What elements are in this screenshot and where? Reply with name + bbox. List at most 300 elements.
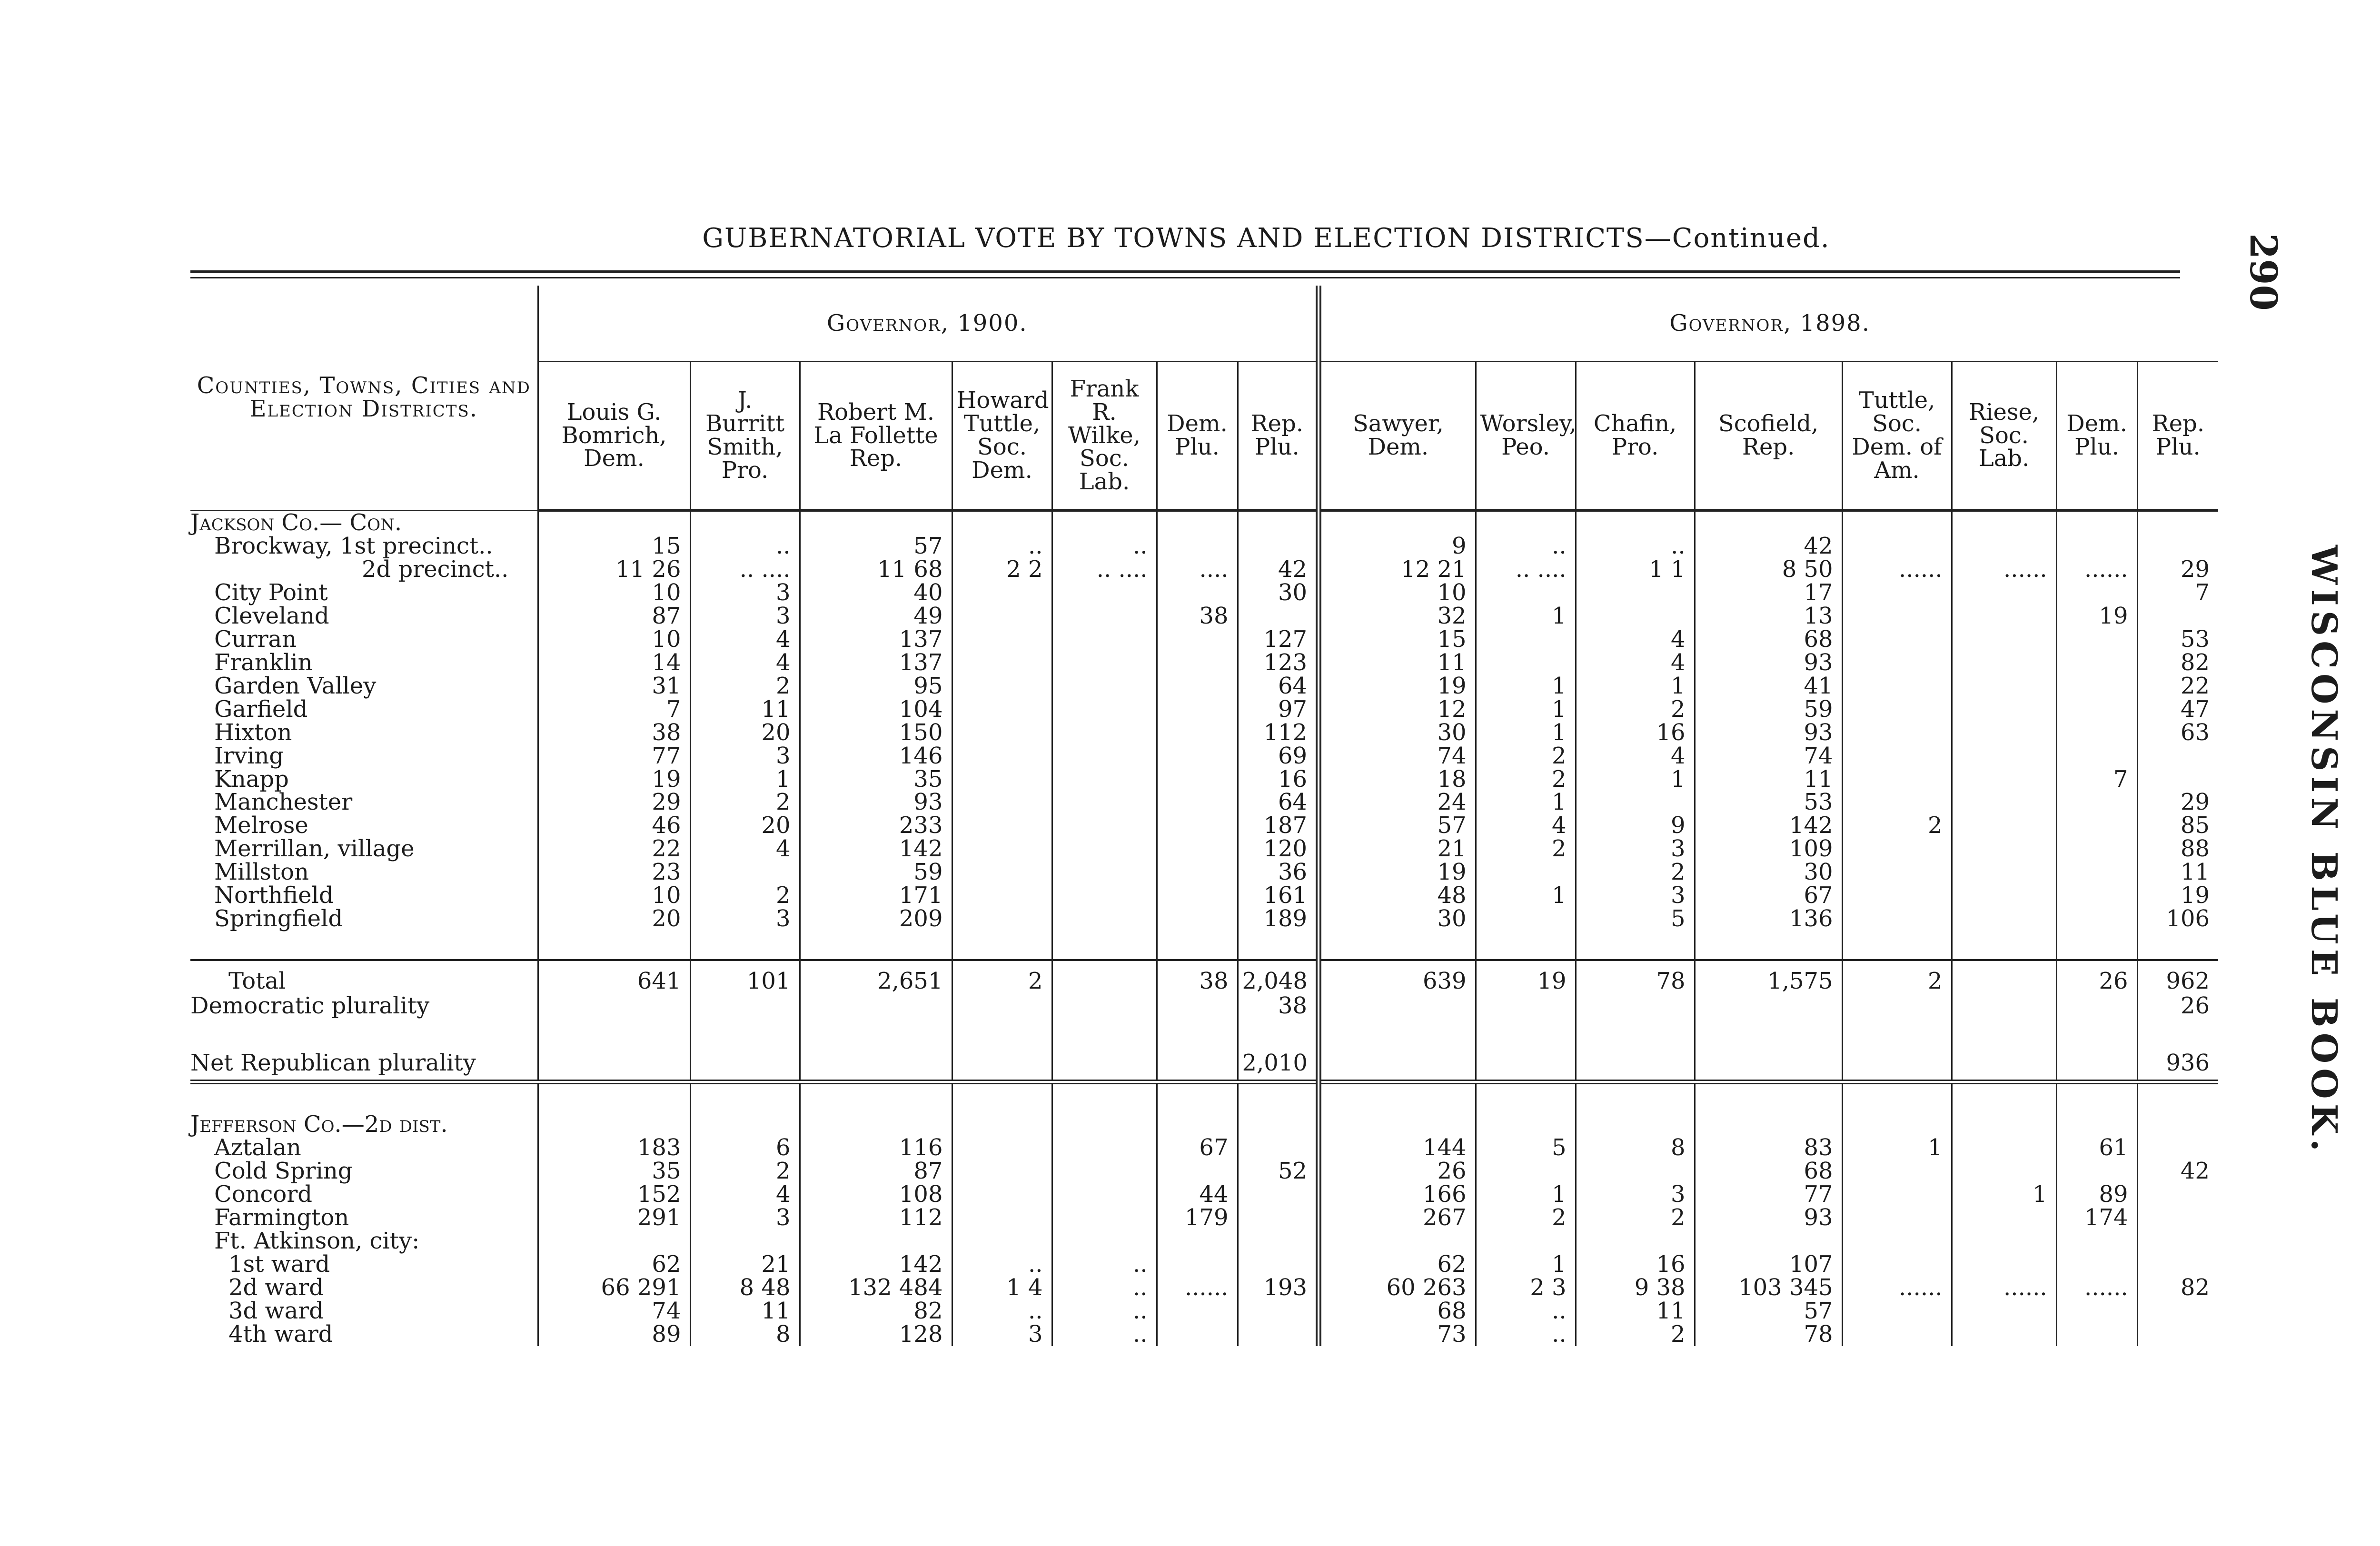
table-cell: 11 26 — [538, 558, 690, 581]
table-cell: 42 — [1695, 535, 1842, 558]
table-cell: .. — [952, 1299, 1052, 1323]
table-cell: 88 — [2137, 837, 2218, 861]
table-cell: 74 — [1695, 744, 1842, 768]
table-cell: 641 — [538, 960, 690, 994]
table-cell — [1052, 994, 1157, 1018]
table-cell — [1157, 1253, 1238, 1276]
table-cell: 68 — [1319, 1299, 1476, 1323]
table-cell: 35 — [800, 768, 952, 791]
table-cell — [1052, 1183, 1157, 1206]
table-cell — [1842, 791, 1952, 814]
table-cell: 1 — [1476, 1253, 1576, 1276]
table-cell — [1319, 1113, 1476, 1136]
table-cell: .. — [690, 535, 800, 558]
table-cell — [800, 510, 952, 535]
table-cell — [1157, 744, 1238, 768]
table-cell: 38 — [538, 721, 690, 744]
table-cell — [952, 581, 1052, 605]
table-cell: 20 — [690, 721, 800, 744]
table-cell: 144 — [1319, 1136, 1476, 1160]
table-cell: 82 — [800, 1299, 952, 1323]
table-cell — [1952, 535, 2056, 558]
column-header-1900: Howard Tuttle, Soc. Dem. — [952, 362, 1052, 511]
table-cell — [1157, 884, 1238, 907]
table-cell: 2 — [690, 884, 800, 907]
table-cell — [1842, 1299, 1952, 1323]
table-cell: 15 — [1319, 628, 1476, 651]
row-label: Franklin — [214, 649, 313, 676]
table-cell — [952, 698, 1052, 721]
table-cell — [952, 674, 1052, 698]
table-cell: 87 — [538, 605, 690, 628]
table-cell: 89 — [2056, 1183, 2137, 1206]
table-cell — [1157, 1018, 1238, 1046]
table-cell — [2056, 535, 2137, 558]
table-cell: 2 — [1476, 744, 1576, 768]
table-cell: 19 — [1476, 960, 1576, 994]
table-cell — [538, 1046, 690, 1082]
table-cell — [1052, 1206, 1157, 1229]
table-cell — [800, 1046, 952, 1082]
row-label: Democratic plurality — [190, 992, 430, 1020]
table-cell — [1952, 744, 2056, 768]
table-cell: 112 — [800, 1206, 952, 1229]
table-cell: 2 — [1576, 1323, 1695, 1346]
table-row — [190, 535, 2218, 558]
table-cell: 171 — [800, 884, 952, 907]
table-cell: 67 — [1695, 884, 1842, 907]
table-cell — [1952, 931, 2056, 960]
table-cell — [1052, 1018, 1157, 1046]
table-cell: 14 — [538, 651, 690, 674]
table-cell: 2 — [1842, 960, 1952, 994]
table-cell: ...... — [2056, 1276, 2137, 1299]
table-cell: 20 — [690, 814, 800, 837]
table-cell — [1476, 1046, 1576, 1082]
table-cell — [1052, 814, 1157, 837]
table-cell: 136 — [1695, 907, 1842, 931]
table-cell — [1157, 1323, 1238, 1346]
column-header-1900: Louis G. Bomrich, Dem. — [538, 362, 690, 511]
table-row — [190, 861, 2218, 884]
table-row — [190, 605, 2218, 628]
table-cell — [1952, 1082, 2056, 1113]
table-cell — [1157, 768, 1238, 791]
table-cell — [1842, 994, 1952, 1018]
table-cell: 4 — [690, 651, 800, 674]
table-row — [190, 510, 2218, 535]
table-cell: 11 — [1576, 1299, 1695, 1323]
table-cell — [1476, 1113, 1576, 1136]
table-cell: 89 — [538, 1323, 690, 1346]
table-cell — [1476, 628, 1576, 651]
row-header: Counties, Towns, Cities and Election Districts. — [190, 286, 538, 510]
table-cell: 10 — [538, 884, 690, 907]
table-cell: 103 345 — [1695, 1276, 1842, 1299]
table-cell — [1952, 884, 2056, 907]
table-row — [190, 1018, 2218, 1046]
column-header-1898: Sawyer, Dem. — [1319, 362, 1476, 511]
table-cell — [1238, 931, 1319, 960]
group-header-1900: Governor, 1900. — [538, 286, 1319, 362]
table-cell — [2056, 884, 2137, 907]
table-cell — [952, 1206, 1052, 1229]
table-cell — [690, 1229, 800, 1253]
table-cell — [800, 931, 952, 960]
row-label: 1st ward — [228, 1250, 330, 1278]
table-cell: 1 — [1476, 1183, 1576, 1206]
table-cell — [1576, 1229, 1695, 1253]
table-cell — [690, 1046, 800, 1082]
page-number: 290 — [2241, 233, 2285, 311]
table-cell — [2137, 510, 2218, 535]
row-label — [190, 931, 538, 960]
row-label: Concord — [214, 1181, 312, 1208]
table-cell — [1052, 605, 1157, 628]
table-cell — [1157, 510, 1238, 535]
table-cell — [1695, 1113, 1842, 1136]
table-cell — [1319, 931, 1476, 960]
table-cell — [1842, 535, 1952, 558]
table-cell — [1842, 651, 1952, 674]
table-cell — [2137, 605, 2218, 628]
table-cell — [1476, 1160, 1576, 1183]
table-cell — [1576, 581, 1695, 605]
table-cell: .. — [1052, 535, 1157, 558]
table-cell — [1476, 994, 1576, 1018]
table-cell: 53 — [1695, 791, 1842, 814]
table-cell: 8 — [1576, 1136, 1695, 1160]
table-cell — [952, 1136, 1052, 1160]
table-cell — [1319, 1018, 1476, 1046]
table-cell — [2056, 1299, 2137, 1323]
table-cell: .. — [952, 1253, 1052, 1276]
table-cell — [800, 1082, 952, 1113]
table-cell: 67 — [1157, 1136, 1238, 1160]
table-cell: 1 — [1576, 768, 1695, 791]
table-cell: 142 — [1695, 814, 1842, 837]
table-cell: 104 — [800, 698, 952, 721]
column-header-1898: Riese, Soc. Lab. — [1952, 362, 2056, 511]
table-cell — [1476, 931, 1576, 960]
table-cell: 3 — [952, 1323, 1052, 1346]
table-cell: 63 — [2137, 721, 2218, 744]
table-cell — [1052, 768, 1157, 791]
table-cell — [1157, 1113, 1238, 1136]
table-cell: .. — [1476, 535, 1576, 558]
row-label: Millston — [214, 859, 309, 886]
table-cell: 44 — [1157, 1183, 1238, 1206]
table-cell: 639 — [1319, 960, 1476, 994]
table-cell: .. — [1052, 1299, 1157, 1323]
row-label: Knapp — [214, 765, 289, 793]
table-row — [190, 907, 2218, 931]
table-cell: 1 — [1476, 721, 1576, 744]
table-cell — [2056, 861, 2137, 884]
table-cell — [2056, 628, 2137, 651]
table-cell — [952, 907, 1052, 931]
table-cell — [952, 791, 1052, 814]
table-cell — [1842, 1253, 1952, 1276]
table-cell: 2 — [690, 1160, 800, 1183]
table-cell — [1842, 698, 1952, 721]
table-cell — [1842, 1183, 1952, 1206]
table-cell: 4 — [1476, 814, 1576, 837]
table-cell: 132 484 — [800, 1276, 952, 1299]
table-cell — [1952, 1018, 2056, 1046]
row-label: Brockway, 1st precinct.. — [214, 533, 493, 559]
table-cell — [1157, 837, 1238, 861]
row-label: 2d ward — [228, 1274, 324, 1301]
table-cell: 2 — [1476, 837, 1576, 861]
table-cell: 1 — [1476, 791, 1576, 814]
table-cell — [1319, 1046, 1476, 1082]
table-cell — [1695, 1018, 1842, 1046]
table-cell — [1576, 1082, 1695, 1113]
table-cell: 52 — [1238, 1160, 1319, 1183]
table-cell — [2056, 1253, 2137, 1276]
table-cell — [1842, 605, 1952, 628]
table-cell: 83 — [1695, 1136, 1842, 1160]
table-cell — [1952, 698, 2056, 721]
table-cell — [1319, 510, 1476, 535]
table-cell — [1157, 674, 1238, 698]
table-cell — [1952, 721, 2056, 744]
table-cell — [952, 605, 1052, 628]
table-cell: 53 — [2137, 628, 2218, 651]
table-cell: 4 — [1576, 744, 1695, 768]
table-cell — [2137, 1183, 2218, 1206]
table-cell: 12 — [1319, 698, 1476, 721]
table-cell — [1952, 1206, 2056, 1229]
row-label: Net Republican plurality — [190, 1046, 538, 1082]
table-cell — [952, 1018, 1052, 1046]
table-cell — [1157, 994, 1238, 1018]
table-cell — [2056, 791, 2137, 814]
table-cell: 29 — [2137, 791, 2218, 814]
table-cell: 291 — [538, 1206, 690, 1229]
table-cell — [1842, 1160, 1952, 1183]
table-cell — [2056, 510, 2137, 535]
row-label — [190, 1018, 538, 1046]
table-cell: 152 — [538, 1183, 690, 1206]
table-cell: 11 — [1695, 768, 1842, 791]
table-cell — [1052, 1046, 1157, 1082]
table-cell: 62 — [538, 1253, 690, 1276]
table-cell: 46 — [538, 814, 690, 837]
table-cell — [538, 510, 690, 535]
table-cell — [2137, 1253, 2218, 1276]
table-cell: 19 — [2056, 605, 2137, 628]
table-cell: 116 — [800, 1136, 952, 1160]
table-cell: 137 — [800, 651, 952, 674]
table-cell — [1576, 1160, 1695, 1183]
table-cell — [1157, 791, 1238, 814]
row-label: Garden Valley — [214, 672, 377, 699]
table-cell — [952, 1082, 1052, 1113]
table-cell — [1576, 1113, 1695, 1136]
table-cell: 68 — [1695, 1160, 1842, 1183]
table-cell — [1157, 535, 1238, 558]
table-cell — [1157, 721, 1238, 744]
table-cell: 962 — [2137, 960, 2218, 994]
table-cell — [1952, 814, 2056, 837]
column-header-1900: Frank R. Wilke, Soc. Lab. — [1052, 362, 1157, 511]
table-cell: 19 — [1319, 674, 1476, 698]
table-cell: 19 — [538, 768, 690, 791]
table-cell: 8 48 — [690, 1276, 800, 1299]
table-cell: 127 — [1238, 628, 1319, 651]
table-cell: 3 — [690, 744, 800, 768]
table-row — [190, 1229, 2218, 1253]
row-label: Garfield — [214, 695, 308, 723]
table-cell: 29 — [2137, 558, 2218, 581]
table-cell: 146 — [800, 744, 952, 768]
table-cell: 19 — [1319, 861, 1476, 884]
table-cell — [1952, 1229, 2056, 1253]
table-cell: 7 — [2056, 768, 2137, 791]
table-cell — [1157, 1299, 1238, 1323]
table-cell — [952, 861, 1052, 884]
table-cell — [690, 861, 800, 884]
table-cell — [1052, 651, 1157, 674]
table-cell — [1576, 931, 1695, 960]
table-cell: 31 — [538, 674, 690, 698]
table-cell — [1052, 1229, 1157, 1253]
column-header-1898: Chafin, Pro. — [1576, 362, 1695, 511]
table-cell — [2056, 1229, 2137, 1253]
table-cell: 10 — [538, 628, 690, 651]
row-label: Cold Spring — [214, 1158, 353, 1185]
table-cell: 22 — [538, 837, 690, 861]
table-cell — [1952, 1046, 2056, 1082]
table-cell — [1952, 861, 2056, 884]
row-label: Jackson Co.— Con. — [190, 509, 402, 536]
table-cell: 9 38 — [1576, 1276, 1695, 1299]
table-cell — [952, 814, 1052, 837]
table-cell: 4 — [690, 1183, 800, 1206]
table-cell — [2137, 1082, 2218, 1113]
table-cell: 30 — [1238, 581, 1319, 605]
table-cell — [1842, 1113, 1952, 1136]
row-label: 4th ward — [228, 1320, 333, 1348]
table-cell — [1238, 1299, 1319, 1323]
table-cell — [2056, 907, 2137, 931]
table-cell: 7 — [538, 698, 690, 721]
table-cell — [1842, 884, 1952, 907]
table-cell — [1952, 674, 2056, 698]
table-row — [190, 837, 2218, 861]
table-cell — [2137, 768, 2218, 791]
table-row — [190, 931, 2218, 960]
table-cell: ...... — [1952, 1276, 2056, 1299]
table-cell — [1238, 1082, 1319, 1113]
table-cell: 1,575 — [1695, 960, 1842, 994]
table-cell — [1319, 1229, 1476, 1253]
table-cell: 93 — [1695, 1206, 1842, 1229]
table-cell: 1 — [1476, 698, 1576, 721]
table-cell: 26 — [1319, 1160, 1476, 1183]
table-cell: 3 — [690, 581, 800, 605]
running-head: WISCONSIN BLUE BOOK. — [2303, 545, 2344, 1156]
table-cell: 26 — [2056, 960, 2137, 994]
table-cell — [952, 884, 1052, 907]
table-cell: 11 — [1319, 651, 1476, 674]
table-cell — [1842, 861, 1952, 884]
row-label: City Point — [214, 579, 328, 606]
table-row — [190, 960, 2218, 994]
table-cell: 40 — [800, 581, 952, 605]
table-cell: 2 3 — [1476, 1276, 1576, 1299]
table-cell — [2137, 931, 2218, 960]
table-cell — [1319, 1082, 1476, 1113]
table-cell: 123 — [1238, 651, 1319, 674]
table-cell — [1842, 510, 1952, 535]
table-cell: 11 68 — [800, 558, 952, 581]
table-cell — [1952, 1160, 2056, 1183]
table-cell: 82 — [2137, 1276, 2218, 1299]
table-cell — [1052, 837, 1157, 861]
table-cell: 179 — [1157, 1206, 1238, 1229]
table-row — [190, 994, 2218, 1018]
table-cell: 11 — [690, 698, 800, 721]
table-cell — [1695, 1229, 1842, 1253]
table-cell — [1476, 861, 1576, 884]
table-cell — [2137, 1113, 2218, 1136]
row-label: Merrillan, village — [214, 835, 415, 862]
table-cell — [1238, 510, 1319, 535]
table-row — [190, 674, 2218, 698]
table-cell: 15 — [538, 535, 690, 558]
table-cell — [690, 994, 800, 1018]
table-cell: 2,048 — [1238, 960, 1319, 994]
table-cell: 936 — [2137, 1046, 2218, 1082]
table-row — [190, 558, 2218, 581]
table-row — [190, 1160, 2218, 1183]
table-cell — [1157, 581, 1238, 605]
table-cell: 2 — [1476, 768, 1576, 791]
table-cell — [2056, 814, 2137, 837]
column-header-1900: J. Burritt Smith, Pro. — [690, 362, 800, 511]
table-cell: 42 — [2137, 1160, 2218, 1183]
table-cell: 2 — [1476, 1206, 1576, 1229]
table-cell: 68 — [1695, 628, 1842, 651]
table-cell: 267 — [1319, 1206, 1476, 1229]
table-cell — [1842, 907, 1952, 931]
table-cell: 1 — [1576, 674, 1695, 698]
column-header-1898: Worsley, Peo. — [1476, 362, 1576, 511]
row-label — [190, 1082, 538, 1113]
table-cell: 8 — [690, 1323, 800, 1346]
table-cell: 42 — [1238, 558, 1319, 581]
table-cell: 35 — [538, 1160, 690, 1183]
table-cell: 47 — [2137, 698, 2218, 721]
table-cell — [538, 931, 690, 960]
table-cell — [2056, 1018, 2137, 1046]
table-cell: 64 — [1238, 791, 1319, 814]
table-cell: 2 2 — [952, 558, 1052, 581]
table-cell: 1 — [1842, 1136, 1952, 1160]
table-cell — [1576, 1018, 1695, 1046]
table-cell — [1157, 1046, 1238, 1082]
table-cell — [1842, 581, 1952, 605]
table-cell — [1952, 605, 2056, 628]
table-cell — [952, 744, 1052, 768]
table-cell — [1238, 1229, 1319, 1253]
table-cell — [538, 1018, 690, 1046]
table-cell — [538, 1113, 690, 1136]
table-cell — [1157, 814, 1238, 837]
